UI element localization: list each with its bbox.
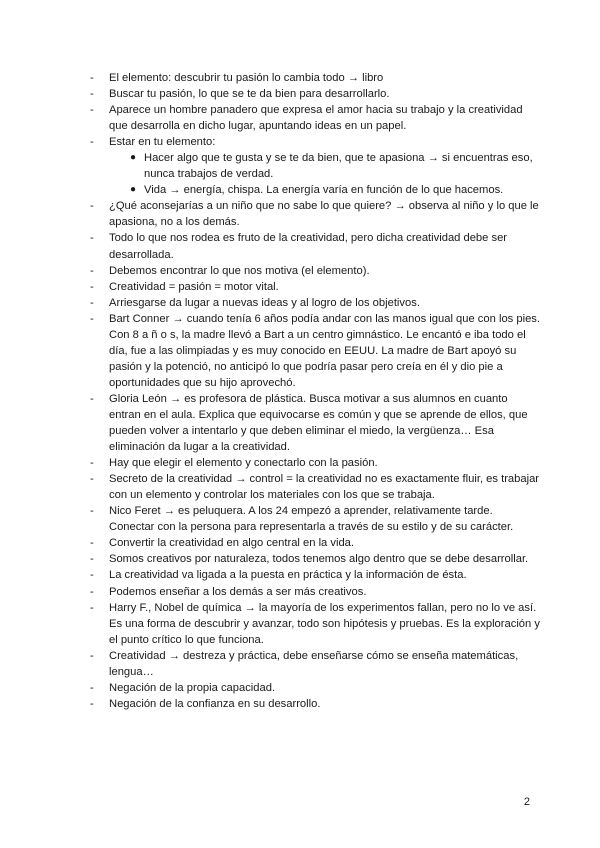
list-item-text: Convertir la creatividad en algo central en la vida. [109,537,355,550]
dash-marker: - [90,569,94,582]
dash-marker: - [90,88,94,101]
list-item-text: Secreto de la creatividad → control = la creatividad no es exactamente fluir, es trabajar con un elemento y controlar los materiales con los que se trabaja. [109,473,540,502]
dash-marker: - [90,104,94,117]
list-item-text: Todo lo que nos rodea es fruto de la creatividad, pero dicha creatividad debe ser desarrollada. [109,232,508,261]
list-item [90,295,540,311]
list-item [90,600,540,648]
list-item [90,567,540,583]
list-item [90,696,540,712]
list-item [90,70,540,86]
list-item-text: Nico Feret → es peluquera. A los 24 empezó a aprender, relativamente tarde. Conectar con la persona para representarla a través de su estilo y de su carácter. [109,505,514,534]
dash-marker: - [90,649,94,662]
list-item [90,471,540,503]
bullet-icon: ● [130,152,137,164]
list-item-text: Negación de la confianza en su desarrollo. [109,697,321,710]
dash-marker: - [90,280,94,293]
dash-marker: - [90,681,94,694]
sub-list-item-text: Vida → energía, chispa. La energía varía en función de lo que hacemos. [144,184,504,197]
list-item-text: Podemos enseñar a los demás a ser más creativos. [109,585,367,598]
dash-marker: - [90,136,94,149]
list-item [90,584,540,600]
list-item-text: Somos creativos por naturaleza, todos tenemos algo dentro que se debe desarrollar. [109,553,529,566]
sub-list-item-text: Hacer algo que te gusta y se te da bien, que te apasiona → si encuentras eso, nunca trabajos de verdad. [144,152,533,181]
list-item [90,551,540,567]
list-item [90,279,540,295]
list-item-text: Creatividad → destreza y práctica, debe enseñarse cómo se enseña matemáticas, lengua… [109,649,519,678]
list-item-text: Harry F., Nobel de química → la mayoría de los experimentos fallan, pero no lo ve así. Es una forma de descubrir y avanzar, todo son hipótesis y pruebas. Es la exploración y el punto crítico lo que funciona. [109,601,540,646]
dash-marker: - [90,585,94,598]
list-item [90,230,540,262]
dash-marker: - [90,312,94,325]
list-item-text: Negación de la propia capacidad. [109,681,276,694]
list-item [90,86,540,102]
notes-list [90,70,540,712]
list-item-text: La creatividad va ligada a la puesta en práctica y la información de ésta. [109,569,467,582]
page-number: 2 [523,796,530,808]
list-item-text: Hay que elegir el elemento y conectarlo con la pasión. [109,457,378,470]
list-item [90,455,540,471]
list-item-text: Estar en tu elemento: [109,136,216,149]
dash-marker: - [90,473,94,486]
dash-marker: - [90,200,94,213]
dash-marker: - [90,72,94,84]
list-item-text: El elemento: descubrir tu pasión lo cambia todo → libro [109,72,384,84]
list-item [90,535,540,551]
list-item-text: Buscar tu pasión, lo que se te da bien para desarrollarlo. [109,88,390,101]
dash-marker: - [90,392,94,405]
list-item [90,102,540,134]
list-item-text: ¿Qué aconsejarías a un niño que no sabe lo que quiere? → observa al niño y lo que le apasiona, no a los demás. [109,200,539,229]
list-item [90,503,540,535]
list-item [90,680,540,696]
dash-marker: - [90,697,94,710]
list-item [90,648,540,680]
list-item [90,263,540,279]
list-item [90,134,540,198]
sub-list-item [109,182,540,198]
list-item-text: Arriesgarse da lugar a nuevas ideas y al logro de los objetivos. [109,296,420,309]
list-item [90,311,540,391]
dash-marker: - [90,601,94,614]
list-item-text: Bart Conner → cuando tenía 6 años podía andar con las manos igual que con los pies. Con 8 a ñ o s, la madre llevó a Bart a un centro gimnástico. Le encantó e iba todo el día, fue a las olimpiadas y es muy conocido en EEUU. La madre de Bart apoyó su pasión y la potenció, no anticipó lo que podría pasar pero creía en él y dio pie a oportunidades que su hijo aprovechó. [109,312,540,389]
list-item-text: Debemos encontrar lo que nos motiva (el elemento). [109,264,370,277]
list-item [90,198,540,230]
bullet-icon: ● [130,184,137,196]
dash-marker: - [90,537,94,550]
dash-marker: - [90,232,94,245]
list-item [90,391,540,455]
sub-list [109,150,540,198]
dash-marker: - [90,505,94,518]
dash-marker: - [90,296,94,309]
dash-marker: - [90,553,94,566]
sub-list-item [109,150,540,182]
dash-marker: - [90,264,94,277]
dash-marker: - [90,457,94,470]
list-item-text: Aparece un hombre panadero que expresa el amor hacia su trabajo y la creatividad que desarrolla en dicho lugar, apuntando ideas en un papel. [109,104,523,133]
list-item-text: Creatividad = pasión = motor vital. [109,280,279,293]
list-item-text: Gloria León → es profesora de plástica. Busca motivar a sus alumnos en cuanto entran en el aula. Explica que equivocarse es común y que se aprende de ellos, que pueden volver a intentarlo y que deben eliminar el miedo, la vergüenza… Esa eliminación da lugar a la creatividad. [109,392,528,454]
